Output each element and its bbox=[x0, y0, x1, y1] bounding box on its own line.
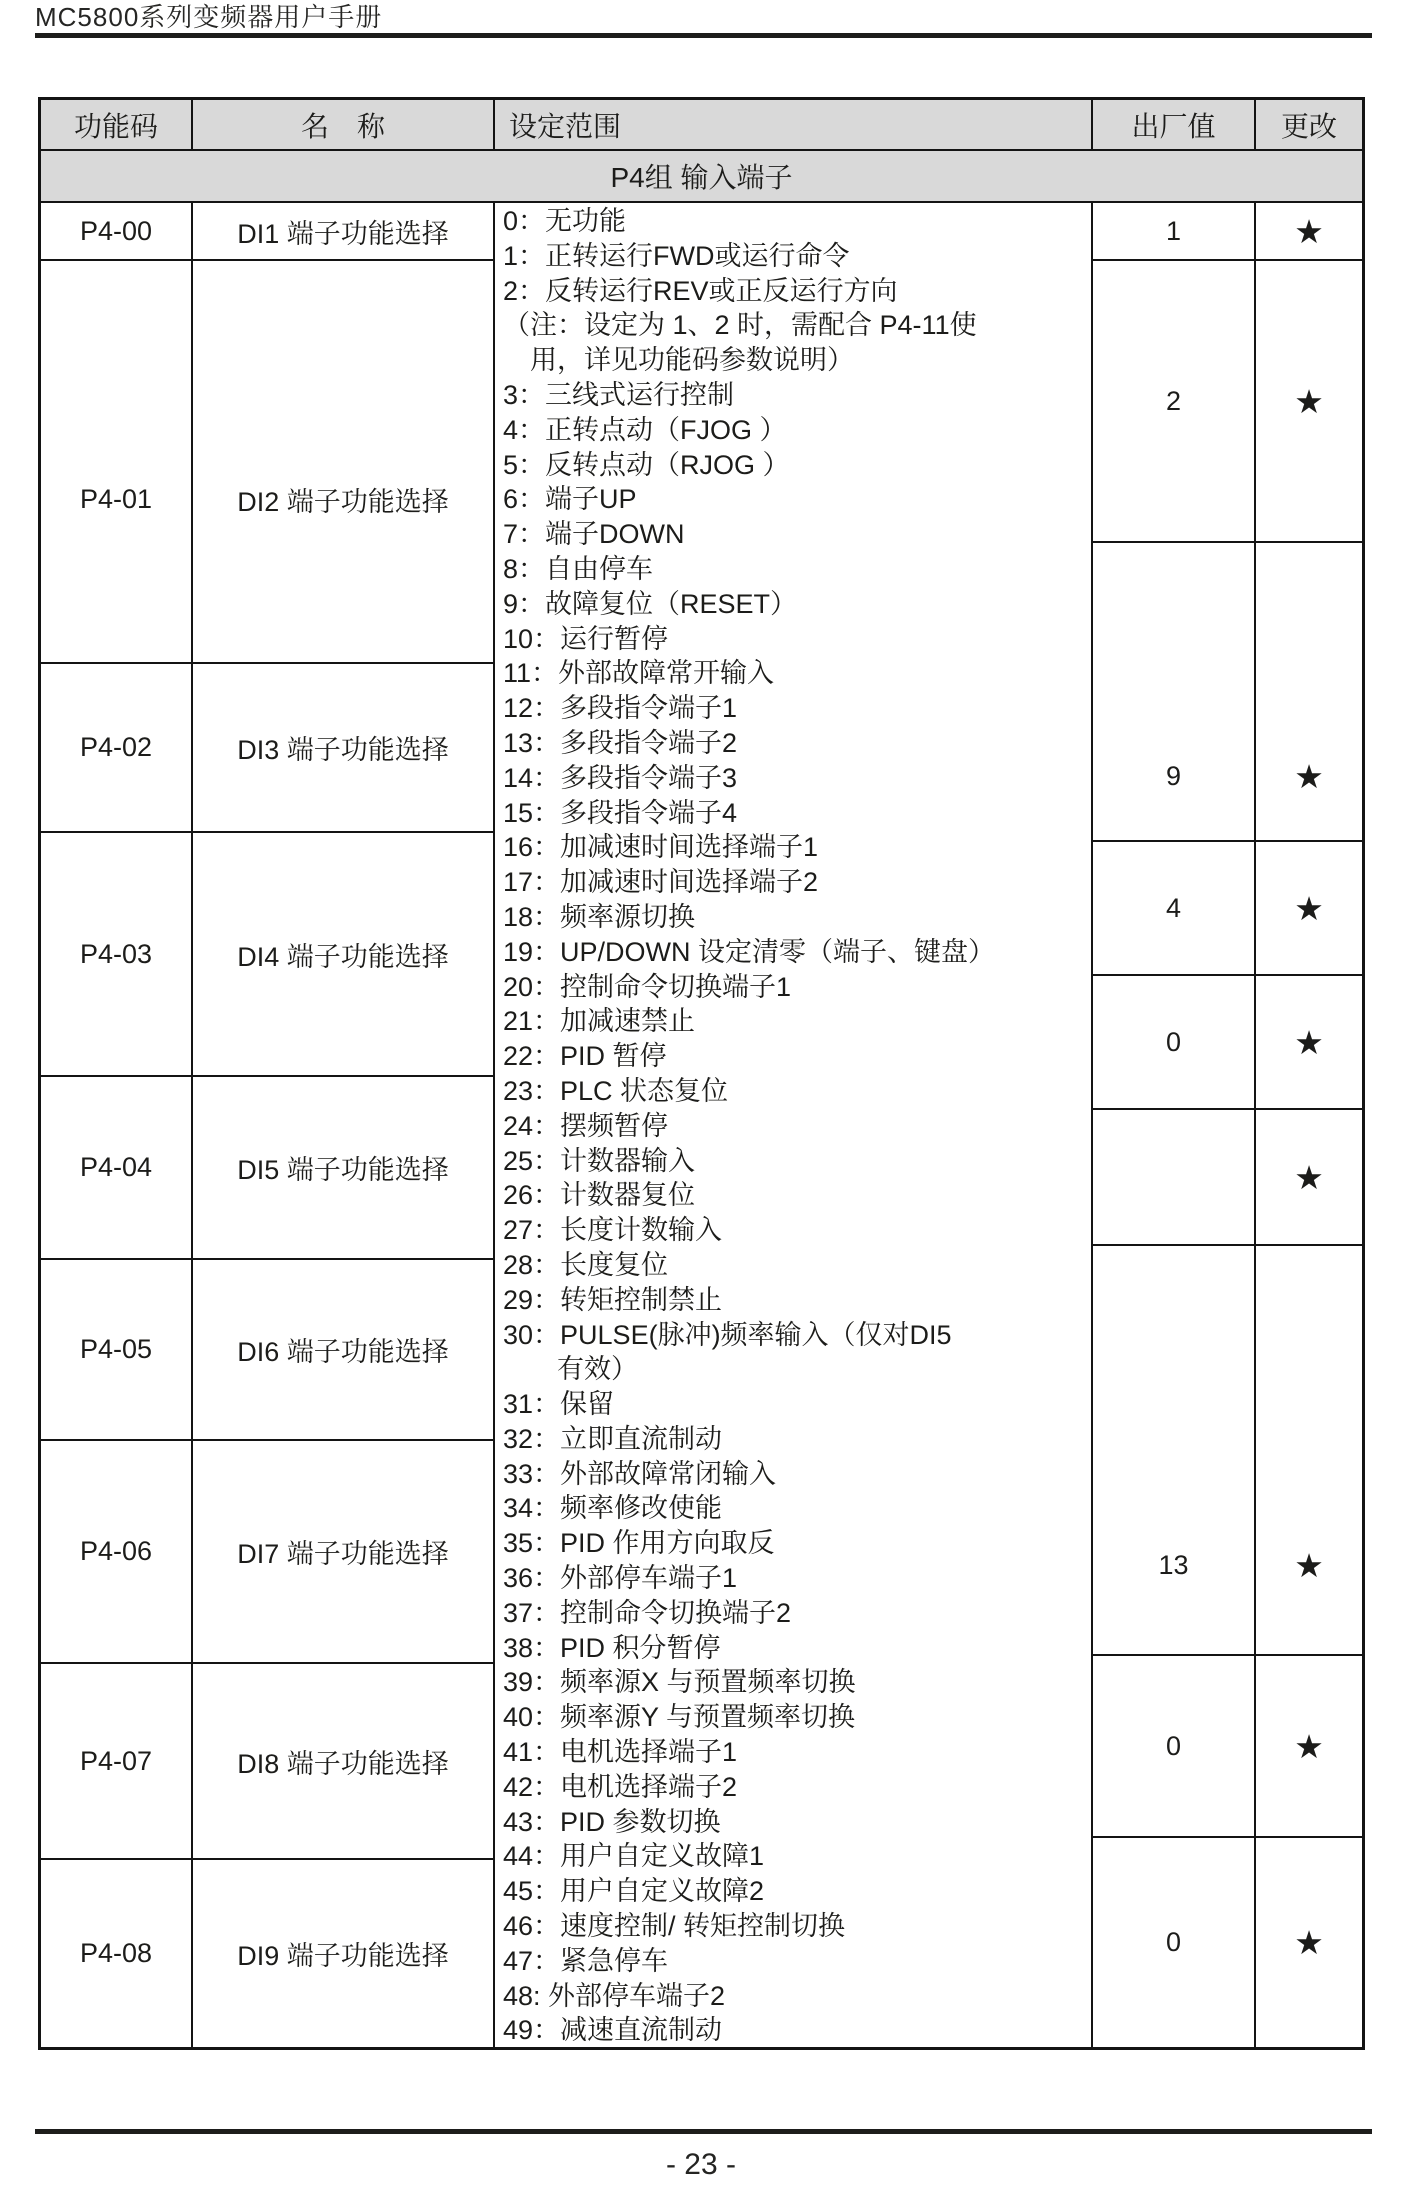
function-code-cell: P4-01 bbox=[41, 261, 193, 662]
function-code-cell: P4-03 bbox=[41, 833, 193, 1075]
setting-range-line: 23：PLC 状态复位 bbox=[503, 1075, 729, 1106]
table-row-values bbox=[1093, 1110, 1362, 1246]
header-rule bbox=[35, 33, 1372, 38]
default-value-column bbox=[1093, 203, 1362, 2047]
function-name-cell: DI2 端子功能选择 bbox=[193, 261, 495, 662]
function-name-cell: DI8 端子功能选择 bbox=[193, 1664, 495, 1858]
page-number: - 23 - bbox=[665, 2148, 737, 2181]
doc-title: MC5800系列变频器用户手册 bbox=[35, 2, 383, 32]
setting-range-line: 1：正转运行FWD或运行命令 bbox=[503, 240, 850, 271]
table-row bbox=[41, 1860, 495, 2047]
change-star-icon: ★ bbox=[1294, 212, 1324, 250]
setting-range-line: 29：转矩控制禁止 bbox=[503, 1284, 723, 1315]
function-code-column bbox=[41, 203, 495, 2047]
setting-range-line: 45：用户自定义故障2 bbox=[503, 1876, 765, 1907]
function-code-cell: P4-06 bbox=[41, 1441, 193, 1662]
function-name-cell: DI1 端子功能选择 bbox=[193, 203, 495, 259]
column-header-setting-range: 设定范围 bbox=[495, 100, 1093, 151]
setting-range-line: 8：自由停车 bbox=[503, 553, 654, 584]
table-row bbox=[41, 1441, 495, 1664]
setting-range-line: （注：设定为 1、2 时，需配合 P4-11使 bbox=[503, 310, 977, 341]
column-header-change: 更改 bbox=[1256, 100, 1362, 151]
table-row bbox=[41, 1664, 495, 1860]
default-value-cell: 0 bbox=[1093, 976, 1256, 1108]
table-row bbox=[41, 664, 495, 833]
group-header-row bbox=[41, 151, 1362, 203]
table-row-values bbox=[1093, 203, 1362, 261]
table-row-values bbox=[1093, 543, 1362, 842]
change-star-icon: ★ bbox=[1294, 382, 1324, 420]
setting-range-line: 28：长度复位 bbox=[503, 1249, 669, 1280]
setting-range-line: 10：运行暂停 bbox=[503, 623, 669, 654]
function-name-cell: DI6 端子功能选择 bbox=[193, 1260, 495, 1439]
default-value-cell: 1 bbox=[1093, 203, 1256, 259]
setting-range-line: 0：无功能 bbox=[503, 206, 627, 236]
setting-range-line: 37：控制命令切换端子2 bbox=[503, 1597, 792, 1628]
default-value-cell: 0 bbox=[1093, 1656, 1256, 1836]
setting-range-line: 13：多段指令端子2 bbox=[503, 727, 738, 758]
change-star-icon: ★ bbox=[1294, 1023, 1324, 1061]
table-row bbox=[41, 203, 495, 261]
setting-range-line: 16：加减速时间选择端子1 bbox=[503, 832, 819, 863]
setting-range-line: 24：摆频暂停 bbox=[503, 1110, 669, 1141]
setting-range-line: 34：频率修改使能 bbox=[503, 1493, 723, 1524]
function-name-cell: DI7 端子功能选择 bbox=[193, 1441, 495, 1662]
table-row-values bbox=[1093, 976, 1362, 1110]
change-star-icon: ★ bbox=[1294, 889, 1324, 927]
function-code-cell: P4-08 bbox=[41, 1860, 193, 2047]
setting-range-line: 35：PID 作用方向取反 bbox=[503, 1528, 775, 1559]
setting-range-line: 11：外部故障常开输入 bbox=[503, 658, 775, 689]
setting-range-line: 41：电机选择端子1 bbox=[503, 1737, 738, 1768]
function-name-cell: DI9 端子功能选择 bbox=[193, 1860, 495, 2047]
setting-range-line: 26：计数器复位 bbox=[503, 1180, 696, 1211]
table-body bbox=[41, 203, 1362, 2047]
setting-range-line: 25：计数器输入 bbox=[503, 1145, 696, 1176]
function-code-cell: P4-05 bbox=[41, 1260, 193, 1439]
function-name-cell: DI5 端子功能选择 bbox=[193, 1077, 495, 1258]
setting-range-line: 38：PID 积分暂停 bbox=[503, 1632, 721, 1663]
table-row bbox=[41, 1077, 495, 1260]
function-code-cell: P4-04 bbox=[41, 1077, 193, 1258]
setting-range-line: 7：端子DOWN bbox=[503, 519, 685, 550]
setting-range-line: 12：多段指令端子1 bbox=[503, 693, 738, 724]
function-code-cell: P4-02 bbox=[41, 664, 193, 831]
setting-range-list bbox=[503, 204, 1091, 2047]
default-value-cell bbox=[1093, 1110, 1256, 1244]
setting-range-line: 40：频率源Y 与预置频率切换 bbox=[503, 1702, 856, 1733]
setting-range-line: 49：减速直流制动 bbox=[503, 2015, 723, 2046]
setting-range-line: 44：用户自定义故障1 bbox=[503, 1841, 765, 1872]
change-star-icon: ★ bbox=[1294, 1546, 1324, 1584]
default-value-cell: 2 bbox=[1093, 261, 1256, 541]
function-code-cell: P4-07 bbox=[41, 1664, 193, 1858]
group-header-label: P4组 输入端子 bbox=[610, 162, 793, 193]
setting-range-line: 6：端子UP bbox=[503, 484, 637, 515]
setting-range-line: 22：PID 暂停 bbox=[503, 1041, 667, 1072]
default-value-cell: 0 bbox=[1093, 1838, 1256, 2047]
setting-range-line: 19：UP/DOWN 设定清零（端子、键盘） bbox=[503, 936, 996, 967]
default-value-cell: 13 bbox=[1093, 1246, 1256, 1654]
setting-range-line: 5：反转点动（RJOG ） bbox=[503, 449, 790, 480]
setting-range-line: 47：紧急停车 bbox=[503, 1945, 669, 1976]
setting-range-line: 27：长度计数输入 bbox=[503, 1215, 723, 1246]
table-header-row bbox=[41, 100, 1362, 151]
setting-range-line: 15：多段指令端子4 bbox=[503, 797, 738, 828]
change-star-icon: ★ bbox=[1294, 758, 1324, 795]
change-star-icon: ★ bbox=[1294, 1924, 1324, 1961]
setting-range-line: 2：反转运行REV或正反运行方向 bbox=[503, 275, 898, 306]
setting-range-line: 33：外部故障常闭输入 bbox=[503, 1458, 777, 1489]
setting-range-line: 3：三线式运行控制 bbox=[503, 379, 735, 410]
table-row-values bbox=[1093, 842, 1362, 976]
setting-range-line: 31：保留 bbox=[503, 1389, 615, 1420]
setting-range-line: 32：立即直流制动 bbox=[503, 1423, 723, 1454]
setting-range-line: 48: 外部停车端子2 bbox=[503, 1980, 726, 2011]
default-value-cell: 9 bbox=[1093, 543, 1256, 840]
setting-range-line: 18：频率源切换 bbox=[503, 901, 696, 932]
setting-range-cell bbox=[495, 203, 1093, 2047]
table-row bbox=[41, 1260, 495, 1441]
setting-range-line: 14：多段指令端子3 bbox=[503, 762, 738, 793]
setting-range-line: 36：外部停车端子1 bbox=[503, 1563, 738, 1594]
table-row-values bbox=[1093, 1656, 1362, 1838]
setting-range-line: 21：加减速禁止 bbox=[503, 1006, 696, 1037]
default-value-cell: 4 bbox=[1093, 842, 1256, 974]
setting-range-line: 42：电机选择端子2 bbox=[503, 1771, 738, 1802]
column-header-default-value: 出厂值 bbox=[1093, 100, 1256, 151]
footer-rule bbox=[35, 2129, 1372, 2134]
setting-range-line: 用，详见功能码参数说明） bbox=[503, 345, 854, 376]
setting-range-line: 17：加减速时间选择端子2 bbox=[503, 867, 819, 898]
function-code-cell: P4-00 bbox=[41, 203, 193, 259]
setting-range-line: 有效） bbox=[503, 1354, 638, 1385]
function-name-cell: DI3 端子功能选择 bbox=[193, 664, 495, 831]
setting-range-line: 46：速度控制/ 转矩控制切换 bbox=[503, 1911, 846, 1942]
setting-range-line: 9：故障复位（RESET） bbox=[503, 588, 798, 619]
setting-range-line: 30：PULSE(脉冲)频率输入（仅对DI5 bbox=[503, 1319, 952, 1350]
change-star-icon: ★ bbox=[1294, 1727, 1324, 1765]
parameter-table bbox=[38, 97, 1365, 2050]
setting-range-line: 4：正转点动（FJOG ） bbox=[503, 414, 787, 445]
setting-range-line: 43：PID 参数切换 bbox=[503, 1806, 721, 1837]
setting-range-line: 20：控制命令切换端子1 bbox=[503, 971, 792, 1002]
table-row-values bbox=[1093, 1838, 1362, 2047]
setting-range-line: 39：频率源X 与预置频率切换 bbox=[503, 1667, 856, 1698]
column-header-function-code: 功能码 bbox=[41, 100, 193, 151]
function-name-cell: DI4 端子功能选择 bbox=[193, 833, 495, 1075]
table-row bbox=[41, 833, 495, 1077]
column-header-name: 名 称 bbox=[193, 100, 495, 151]
table-row-values bbox=[1093, 1246, 1362, 1656]
change-star-icon: ★ bbox=[1294, 1158, 1324, 1196]
table-row bbox=[41, 261, 495, 664]
table-row-values bbox=[1093, 261, 1362, 543]
